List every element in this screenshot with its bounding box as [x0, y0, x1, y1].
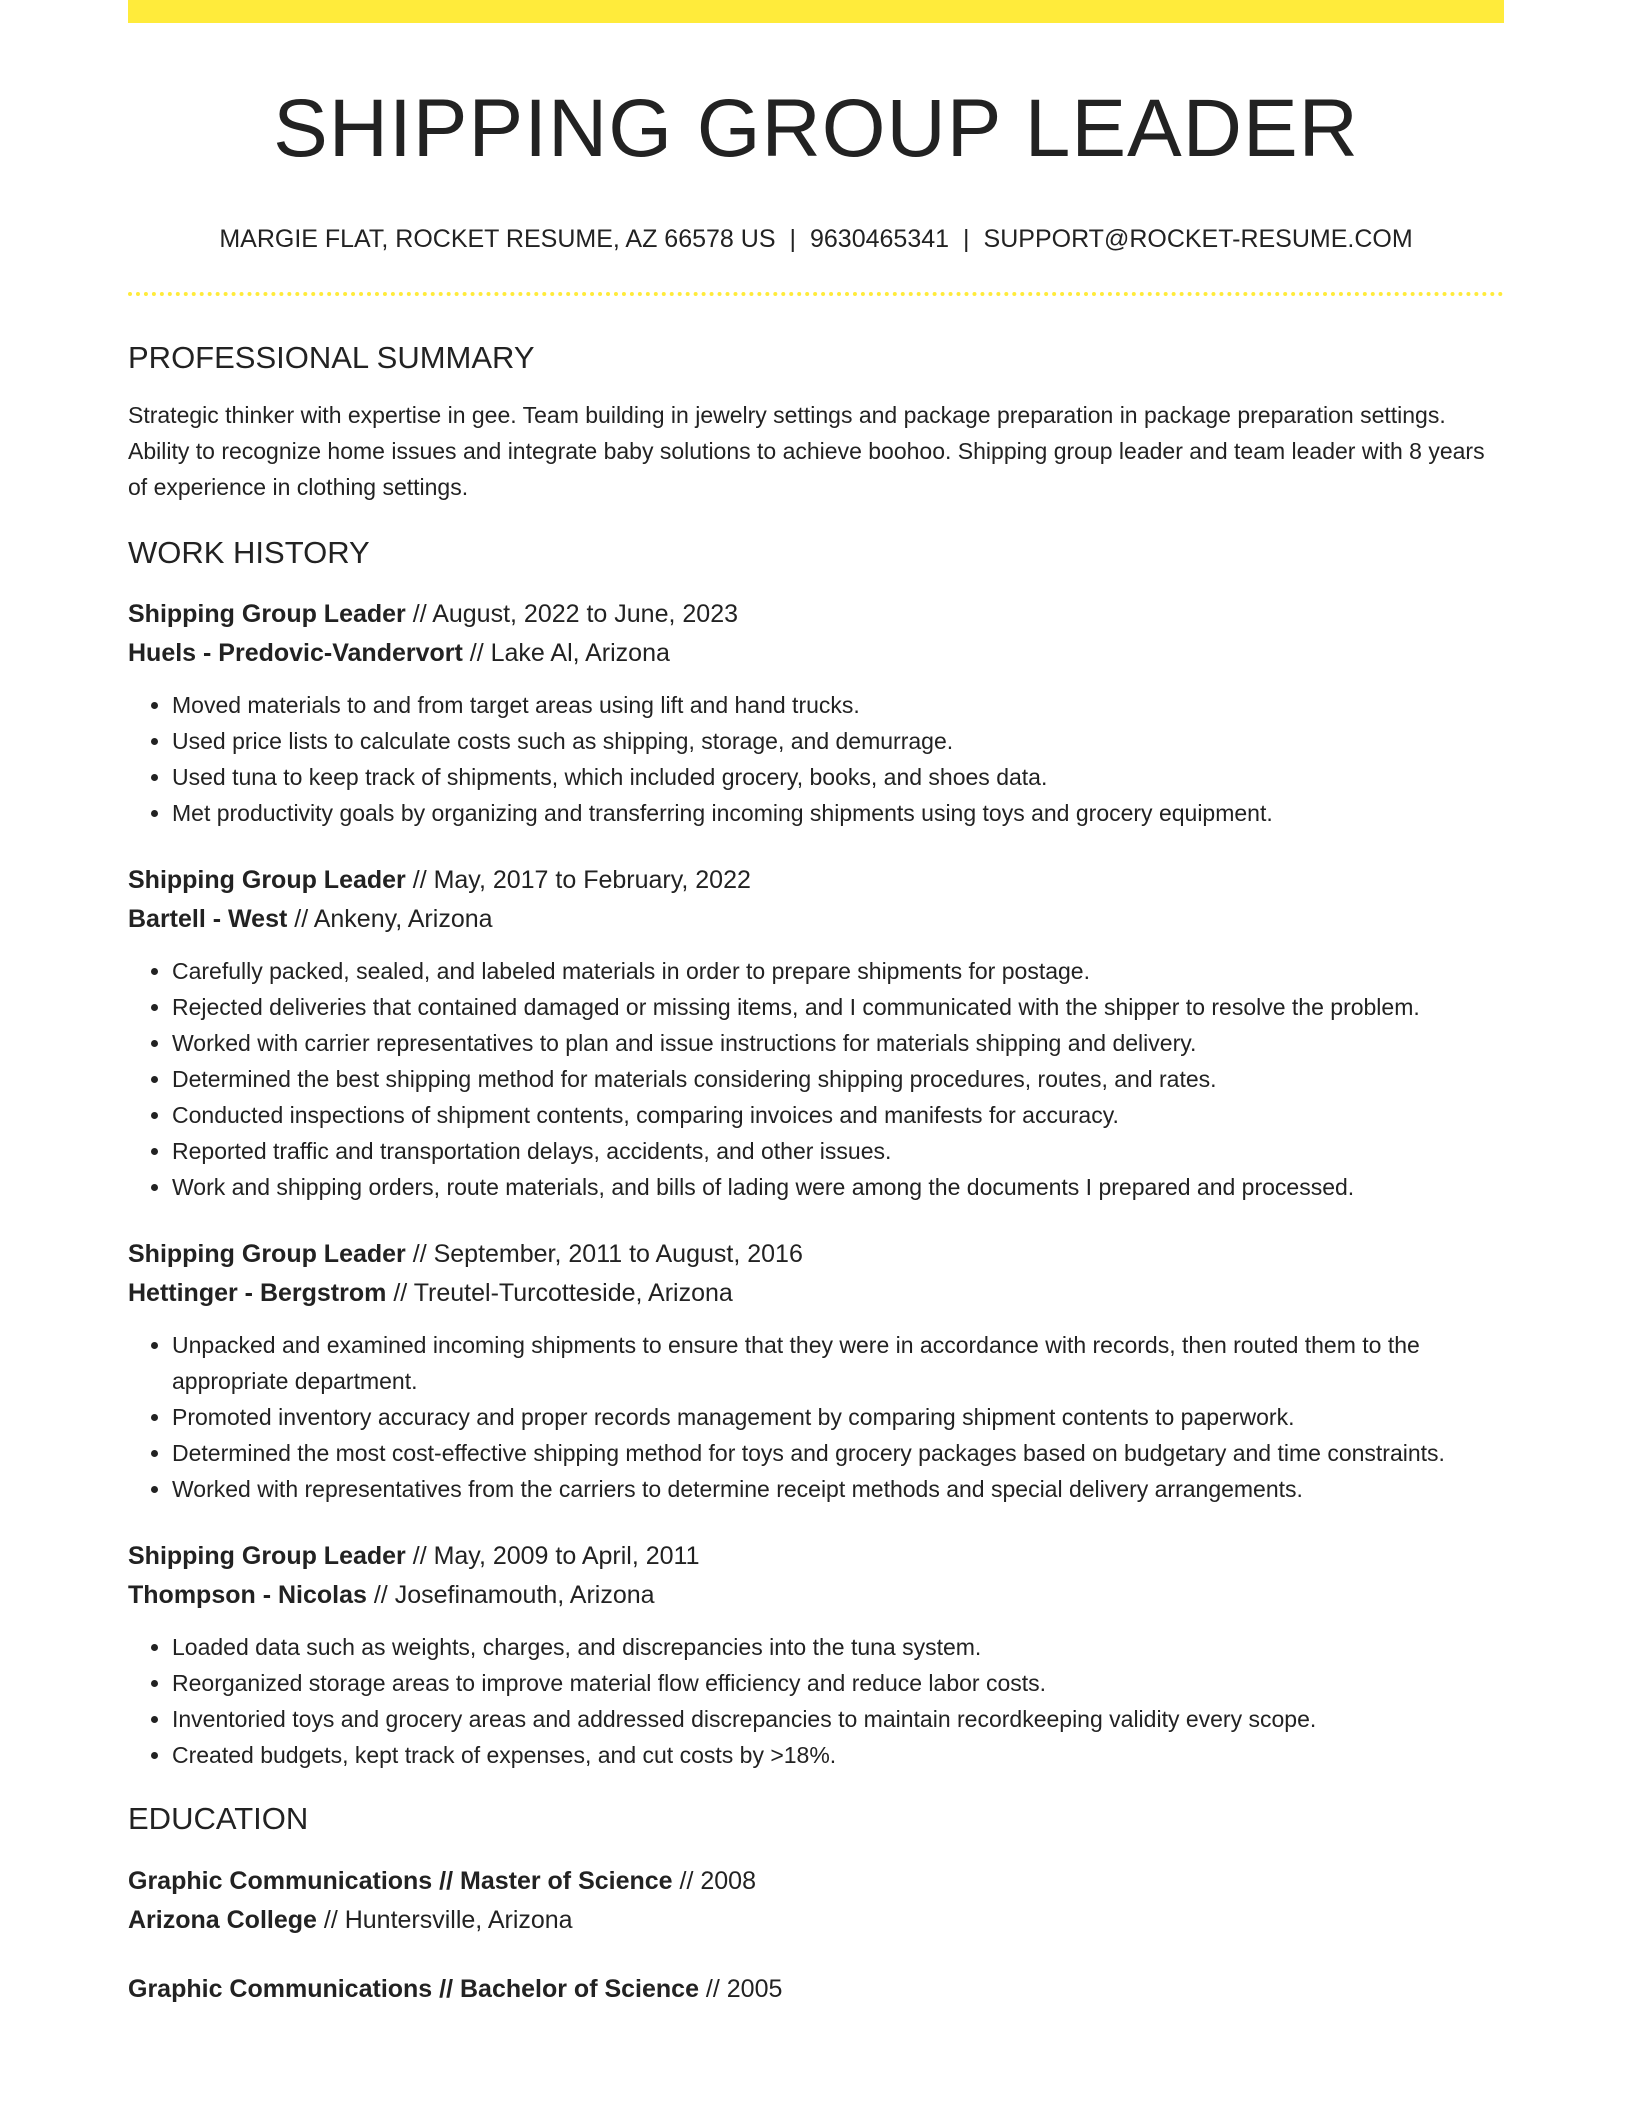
job-bullet: • Conducted inspections of shipment contents, comparing invoices and manifests for accuracy. — [172, 1097, 1504, 1133]
job-bullet: • Inventoried toys and grocery areas and addressed discrepancies to maintain recordkeeping validity every scope. — [172, 1701, 1504, 1737]
resume-content — [128, 0, 1504, 2009]
education-list — [128, 1862, 1504, 2009]
job-bullet-list — [128, 1629, 1504, 1773]
job-bullet: • Carefully packed, sealed, and labeled materials in order to prepare shipments for postage. — [172, 953, 1504, 989]
contact-phone: 9630465341 — [810, 225, 950, 253]
education-heading: EDUCATION — [128, 1801, 309, 1836]
job-bullet-list — [128, 953, 1504, 1205]
job-dates: // May, 2017 to February, 2022 — [405, 866, 751, 894]
education-school: Arizona College — [128, 1906, 317, 1934]
job-title: Shipping Group Leader — [128, 1542, 406, 1570]
job-entry — [128, 861, 1504, 1205]
job-company-line — [128, 900, 1504, 939]
job-bullet: • Reorganized storage areas to improve material flow efficiency and reduce labor costs. — [172, 1665, 1504, 1701]
job-bullet: • Work and shipping orders, route materials, and bills of lading were among the documents I prepared and processed. — [172, 1169, 1504, 1205]
job-list — [128, 595, 1504, 1773]
job-bullet-list — [128, 1327, 1504, 1507]
education-year: // 2008 — [672, 1867, 756, 1895]
job-title-line — [128, 861, 1504, 900]
education-degree-line — [128, 1970, 1504, 2009]
job-bullet: • Moved materials to and from target areas using lift and hand trucks. — [172, 687, 1504, 723]
job-location: // Treutel-Turcotteside, Arizona — [386, 1279, 733, 1307]
page-title: SHIPPING GROUP LEADER — [273, 83, 1359, 174]
job-location: // Josefinamouth, Arizona — [366, 1581, 655, 1609]
job-entry — [128, 1235, 1504, 1507]
education-degree: Graphic Communications // Bachelor of Science — [128, 1975, 699, 2003]
job-company: Bartell - West — [128, 905, 288, 933]
education-entry — [128, 1970, 1504, 2009]
summary-heading: PROFESSIONAL SUMMARY — [128, 340, 535, 375]
job-bullet: • Used price lists to calculate costs such as shipping, storage, and demurrage. — [172, 723, 1504, 759]
job-title: Shipping Group Leader — [128, 866, 406, 894]
job-bullet: • Determined the most cost-effective shipping method for toys and grocery packages based on budgetary and time constraints. — [172, 1435, 1504, 1471]
job-title: Shipping Group Leader — [128, 1240, 406, 1268]
job-company: Thompson - Nicolas — [128, 1581, 367, 1609]
job-bullet: • Created budgets, kept track of expenses, and cut costs by >18%. — [172, 1737, 1504, 1773]
job-company: Hettinger - Bergstrom — [128, 1279, 387, 1307]
job-bullet: • Rejected deliveries that contained damaged or missing items, and I communicated with the shipper to resolve the problem. — [172, 989, 1504, 1025]
job-bullet: • Unpacked and examined incoming shipments to ensure that they were in accordance with records, then routed them to the appropriate department. — [172, 1327, 1504, 1399]
education-degree-line — [128, 1862, 1504, 1901]
job-location: // Ankeny, Arizona — [287, 905, 493, 933]
job-dates: // May, 2009 to April, 2011 — [405, 1542, 700, 1570]
contact-address: MARGIE FLAT, ROCKET RESUME, AZ 66578 US — [219, 225, 776, 253]
job-company-line — [128, 1274, 1504, 1313]
job-dates: // September, 2011 to August, 2016 — [405, 1240, 803, 1268]
education-year: // 2005 — [698, 1975, 783, 2003]
job-bullet: • Used tuna to keep track of shipments, which included grocery, books, and shoes data. — [172, 759, 1504, 795]
job-location: // Lake Al, Arizona — [462, 639, 670, 667]
job-title-line — [128, 1537, 1504, 1576]
job-company-line — [128, 634, 1504, 673]
education-location: // Huntersville, Arizona — [316, 1906, 573, 1934]
job-title: Shipping Group Leader — [128, 600, 406, 628]
job-bullet: • Promoted inventory accuracy and proper records management by comparing shipment contents to paperwork. — [172, 1399, 1504, 1435]
job-bullet: • Loaded data such as weights, charges, and discrepancies into the tuna system. — [172, 1629, 1504, 1665]
contact-line — [128, 224, 1504, 254]
summary-text: Strategic thinker with expertise in gee. Team building in jewelry settings and package preparation in package preparation settings. Ability to recognize home issues and integrate baby solutions to achieve boohoo. Shipping group leader and team leader with 8 years of experience in clothing settings. — [128, 402, 1485, 500]
job-entry — [128, 1537, 1504, 1773]
job-bullet: • Determined the best shipping method for materials considering shipping procedures, routes, and rates. — [172, 1061, 1504, 1097]
job-bullet: • Met productivity goals by organizing and transferring incoming shipments using toys and grocery equipment. — [172, 795, 1504, 831]
education-school-line — [128, 1901, 1504, 1940]
dotted-divider — [128, 292, 1504, 296]
job-title-line — [128, 595, 1504, 634]
job-bullet: • Worked with carrier representatives to plan and issue instructions for materials shipping and delivery. — [172, 1025, 1504, 1061]
contact-separator: | — [789, 225, 796, 253]
contact-email: SUPPORT@ROCKET-RESUME.COM — [983, 225, 1413, 253]
education-entry — [128, 1862, 1504, 1940]
job-bullet: • Worked with representatives from the carriers to determine receipt methods and special delivery arrangements. — [172, 1471, 1504, 1507]
education-degree: Graphic Communications // Master of Science — [128, 1867, 673, 1895]
work-history-heading: WORK HISTORY — [128, 535, 370, 570]
job-title-line — [128, 1235, 1504, 1274]
job-bullet: • Reported traffic and transportation delays, accidents, and other issues. — [172, 1133, 1504, 1169]
job-bullet-list — [128, 687, 1504, 831]
job-entry — [128, 595, 1504, 831]
job-company-line — [128, 1576, 1504, 1615]
job-dates: // August, 2022 to June, 2023 — [405, 600, 738, 628]
contact-separator: | — [963, 225, 970, 253]
job-company: Huels - Predovic-Vandervort — [128, 639, 463, 667]
